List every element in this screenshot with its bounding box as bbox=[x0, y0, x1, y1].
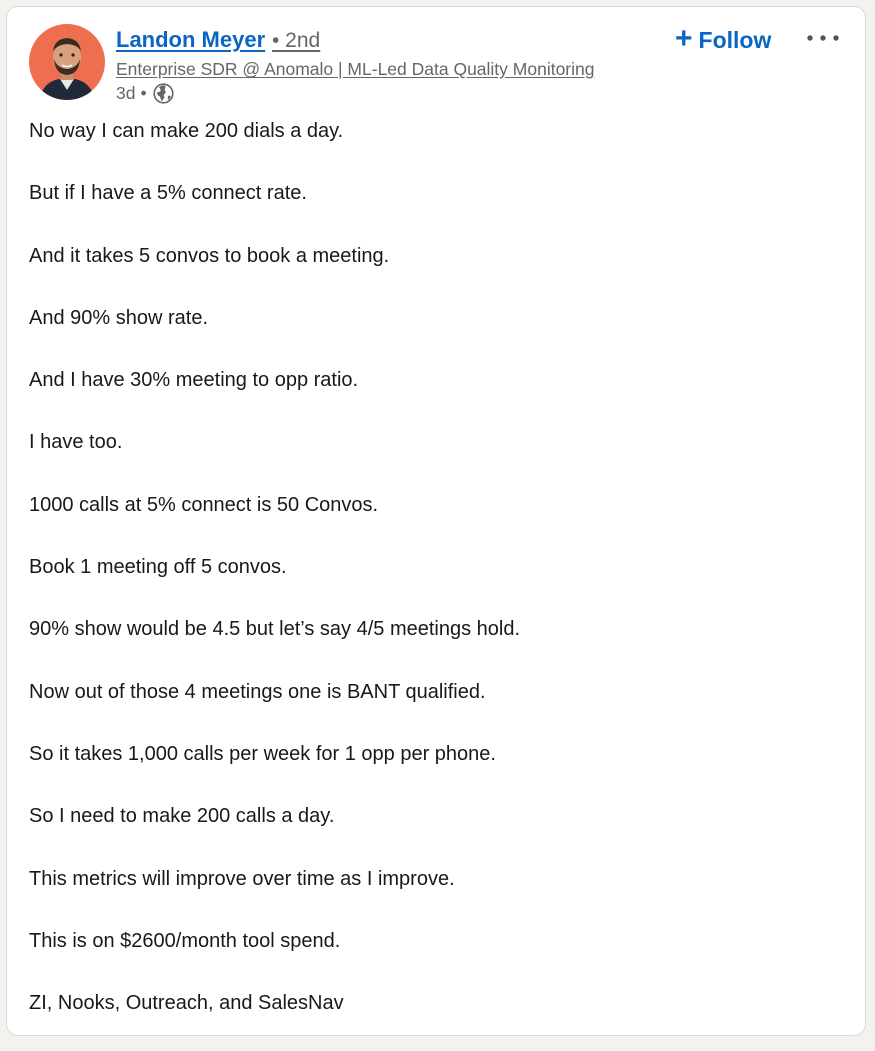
ellipsis-icon bbox=[806, 34, 840, 42]
post-card bbox=[6, 6, 866, 1036]
post-line: No way I can make 200 dials a day. bbox=[29, 120, 344, 142]
follow-button[interactable] bbox=[675, 23, 771, 57]
post-text bbox=[29, 117, 849, 1051]
post-line: And I have 30% meeting to opp ratio. bbox=[29, 369, 359, 392]
post-line: Now out of those 4 meetings one is BANT qualified. bbox=[29, 680, 486, 703]
avatar-image bbox=[29, 24, 105, 100]
post-line: ZI, Nooks, Outreach, and SalesNav bbox=[29, 992, 344, 1015]
plus-icon: + bbox=[675, 21, 693, 55]
post-time: 3d bbox=[116, 82, 136, 103]
post-line: But if I have a 5% connect rate. bbox=[29, 182, 307, 205]
connection-degree: • 2nd bbox=[272, 29, 321, 52]
post-line: Book 1 meeting off 5 convos. bbox=[29, 556, 287, 579]
author-avatar[interactable] bbox=[29, 24, 105, 100]
post-line: So it takes 1,000 calls per week for 1 opp per phone. bbox=[29, 742, 496, 765]
follow-label: Follow bbox=[698, 26, 772, 53]
more-options-button[interactable] bbox=[803, 23, 843, 53]
post-line: And it takes 5 convos to book a meeting. bbox=[29, 244, 390, 267]
meta-separator: • bbox=[140, 82, 147, 103]
post-line: This metrics will improve over time as I improve. bbox=[29, 867, 455, 890]
post-line: 1000 calls at 5% connect is 50 Convos. bbox=[29, 493, 379, 516]
post-line: So I need to make 200 calls a day. bbox=[29, 805, 335, 828]
post-line: 90% show would be 4.5 but let’s say 4/5 meetings hold. bbox=[29, 618, 521, 641]
post-line: This is on $2600/month tool spend. bbox=[29, 929, 341, 952]
post-line: I have too. bbox=[29, 431, 123, 454]
author-name[interactable]: Landon Meyer bbox=[116, 27, 266, 52]
globe-icon bbox=[153, 83, 174, 104]
post-meta bbox=[116, 81, 174, 105]
author-headline[interactable]: Enterprise SDR @ Anomalo | ML-Led Data Quality Monitoring bbox=[116, 59, 595, 79]
post-line: And 90% show rate. bbox=[29, 306, 208, 329]
